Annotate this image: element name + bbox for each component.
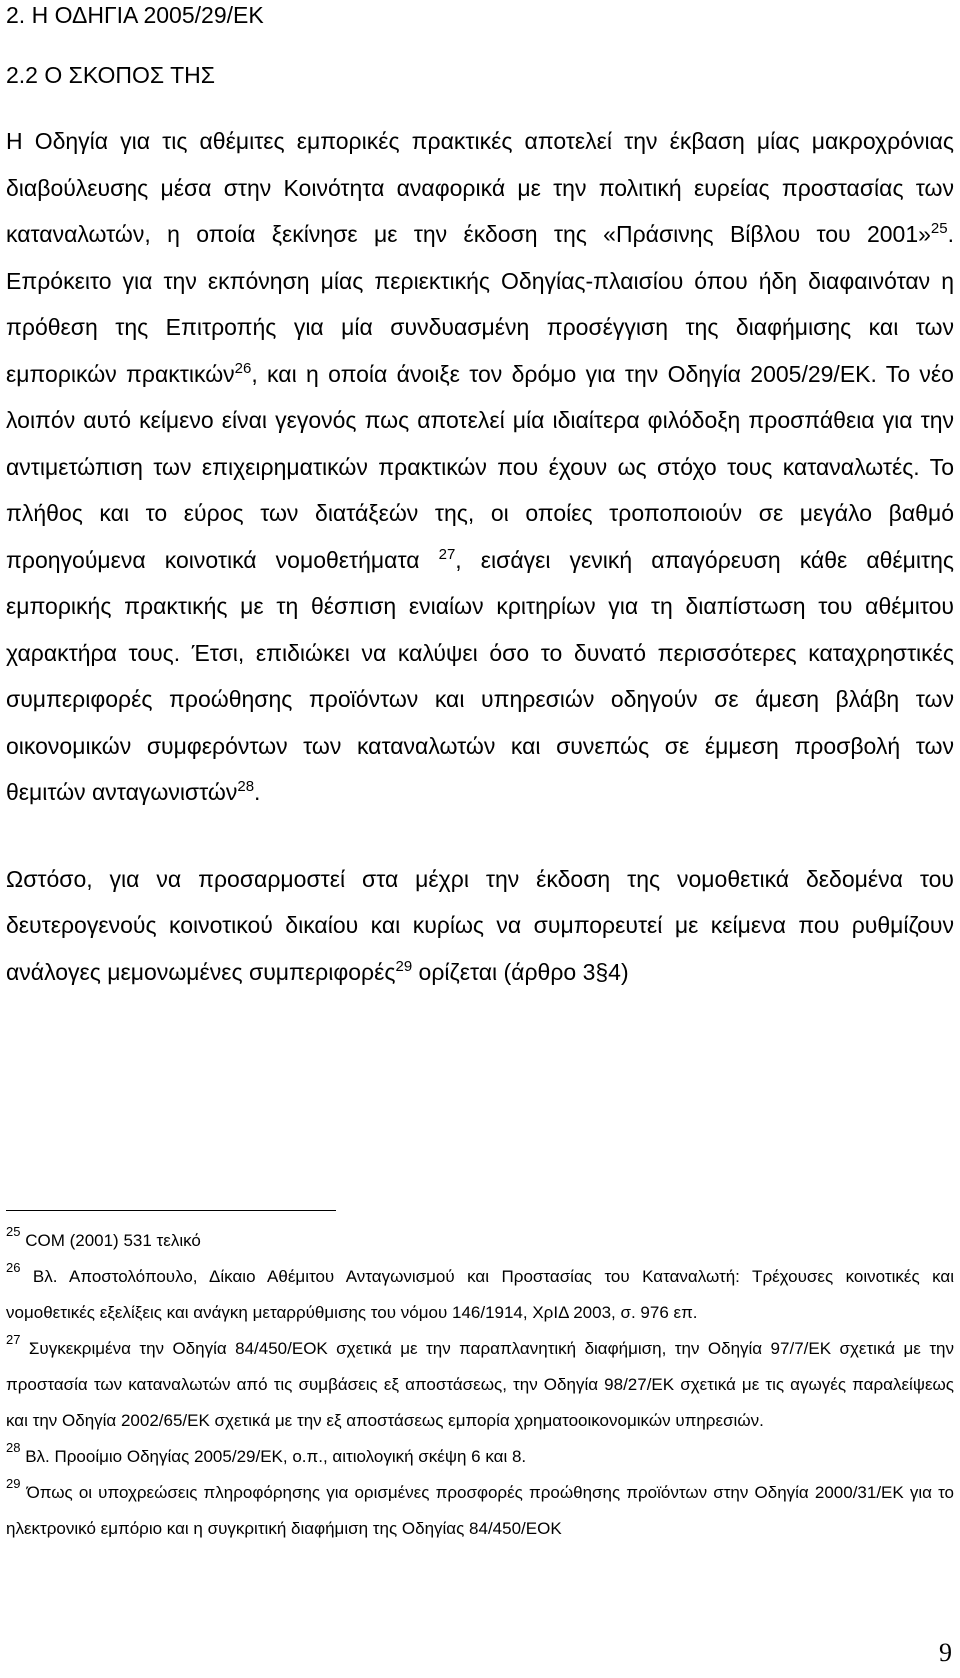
footnote-number: 29 — [6, 1476, 21, 1491]
footnote-number: 28 — [6, 1440, 21, 1455]
footnote — [6, 1439, 954, 1475]
paragraph-text: ορίζεται (άρθρο 3§4) — [412, 958, 629, 985]
footnote-ref[interactable]: 29 — [395, 957, 413, 975]
section-heading: 2. Η ΟΔΗΓΙΑ 2005/29/ΕΚ — [6, 2, 264, 28]
footnote-ref[interactable]: 27 — [438, 545, 456, 563]
paragraph-purpose — [6, 118, 954, 816]
footnote-ref[interactable]: 28 — [237, 778, 255, 795]
page-number: 9 — [939, 1638, 952, 1667]
footnote — [6, 1223, 954, 1259]
paragraph-text: Η Οδηγία για τις αθέμιτες εμπορικές πρακτικές αποτελεί την έκβαση μίας μακροχρόνιας διαβούλευσης μέσα στην Κοινότητα αναφορικά με την πολιτική ευρείας προστασίας των καταναλωτών, η οποία ξεκίνησε με την έκδοση της «Πράσινης Βίβλου του 2001» — [6, 128, 954, 247]
footnote-number: 25 — [6, 1224, 21, 1239]
paragraph-text: , εισάγει γενική απαγόρευση κάθε αθέμιτης εμπορικής πρακτικής με τη θέσπιση ενιαίων κριτηρίων για τη διαπίστωση του αθέμιτου χαρακτήρα τους. Έτσι, επιδιώκει να καλύψει όσο το δυνατό περισσότερες καταχρηστικές συμπεριφορές προώθησης προϊόντων και υπηρεσιών οδηγούν σε άμεση βλάβη των οικονομικών συμφερόντων των καταναλωτών και συνεπώς σε έμμεση προσβολή των θεμιτών ανταγωνιστών — [6, 546, 954, 805]
footnote — [6, 1331, 954, 1439]
paragraph-text: Ωστόσο, για να προσαρμοστεί στα μέχρι την έκδοση της νομοθετικά δεδομένα του δευτερογενούς κοινοτικού δικαίου και κυρίως να συμπορευτεί με κείμενα που ρυθμίζουν ανάλογες μεμονωμένες συμπεριφορές — [6, 865, 954, 985]
footnote-text: Βλ. Αποστολόπουλο, Δίκαιο Αθέμιτου Ανταγωνισμού και Προστασίας του Καταναλωτή: Τρέχουσες κοινοτικές και νομοθετικές εξελίξεις και ανάγκη μεταρρύθμισης του νόμου 146/1914, ΧρΙΔ 2003, σ. 976 επ. — [6, 1267, 954, 1322]
footnote-separator — [6, 1210, 336, 1211]
footnotes — [6, 1223, 954, 1547]
footnote-number: 26 — [6, 1260, 21, 1275]
paragraph-adaptation — [6, 856, 954, 996]
paragraph-text: . Επρόκειτο για την εκπόνηση μίας περιεκτικής Οδηγίας-πλαισίου όπου ήδη διαφαινόταν η πρόθεση της Επιτροπής για μία συνδυασμένη προσέγγιση της διαφήμισης και των εμπορικών πρακτικών — [6, 221, 954, 387]
footnote-text: Όπως οι υποχρεώσεις πληροφόρησης για ορισμένες προσφορές προώθησης προϊόντων στην Οδηγία 2000/31/ΕΚ για το ηλεκτρονικό εμπόριο και η συγκριτική διαφήμιση της Οδηγίας 84/450/ΕΟΚ — [6, 1483, 954, 1538]
subsection-heading: 2.2 Ο ΣΚΟΠΟΣ ΤΗΣ — [6, 62, 215, 88]
footnote-text: Συγκεκριμένα την Οδηγία 84/450/ΕΟΚ σχετικά με την παραπλανητική διαφήμιση, την Οδηγία 97/7/ΕΚ σχετικά με την προστασία των καταναλωτών από τις συμβάσεις εξ αποστάσεως, την Οδηγία 98/27/ΕΚ σχετικά με τις αγωγές παραλείψεως και την Οδηγία 2002/65/ΕΚ σχετικά με την εξ αποστάσεως εμπορία χρηματοοικονομικών υπηρεσιών. — [6, 1339, 954, 1430]
paragraph-text: , και η οποία άνοιξε τον δρόμο για την Οδηγία 2005/29/ΕΚ. Το νέο λοιπόν αυτό κείμενο είναι γεγονός πως αποτελεί μία ιδιαίτερα φιλόδοξη προσπάθεια για την αντιμετώπιση των επιχειρηματικών πρακτικών που έχουν ως στόχο τους καταναλωτές. Το πλήθος και το εύρος των διατάξεών της, οι οποίες τροποποιούν σε μεγάλο βαθμό προηγούμενα κοινοτικά νομοθετήματα — [6, 360, 954, 573]
footnote — [6, 1475, 954, 1547]
document-page — [6, 0, 954, 1538]
footnote-text: COM (2001) 531 τελικό — [20, 1231, 201, 1250]
footnote — [6, 1259, 954, 1331]
footnote-ref[interactable]: 26 — [234, 359, 252, 377]
footnote-ref[interactable]: 25 — [930, 220, 948, 237]
footnote-text: Βλ. Προοίμιο Οδηγίας 2005/29/ΕΚ, ο.π., αιτιολογική σκέψη 6 και 8. — [20, 1447, 527, 1466]
footnote-number: 27 — [6, 1332, 21, 1347]
paragraph-text: . — [254, 779, 261, 805]
